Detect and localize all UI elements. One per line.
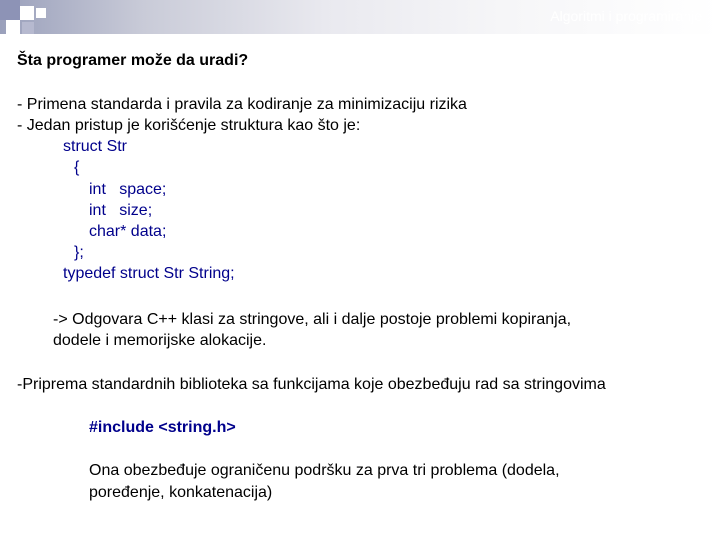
note-line: dodele i memorijske alokacije. (53, 332, 267, 349)
code-line: }; (74, 244, 84, 261)
code-line: typedef struct Str String; (63, 265, 235, 282)
code-line: int space; (89, 181, 167, 198)
support-line: Ona obezbeđuje ograničenu podršku za prva tri problema (dodela, (89, 462, 560, 479)
header-title: Algoritmi i programiranje (550, 8, 702, 24)
include-directive: #include <string.h> (89, 419, 236, 436)
code-line: struct Str (63, 138, 128, 155)
code-line: char* data; (89, 223, 167, 240)
bullet-standards: - Primena standarda i pravila za kodiranje za minimizaciju rizika (17, 96, 467, 113)
bullet-structures: - Jedan pristup je korišćenje struktura kao što je: (17, 117, 361, 134)
support-line: poređenje, konkatenacija) (89, 484, 273, 501)
slide-heading: Šta programer može da uradi? (17, 52, 249, 69)
code-line: { (74, 159, 80, 176)
note-line: -> Odgovara C++ klasi za stringove, ali i dalje postoje problemi kopiranja, (53, 311, 572, 328)
bullet-libraries: -Priprema standardnih biblioteka sa funkcijama koje obezbeđuju rad sa stringovima (17, 376, 606, 393)
code-line: int size; (89, 202, 153, 219)
